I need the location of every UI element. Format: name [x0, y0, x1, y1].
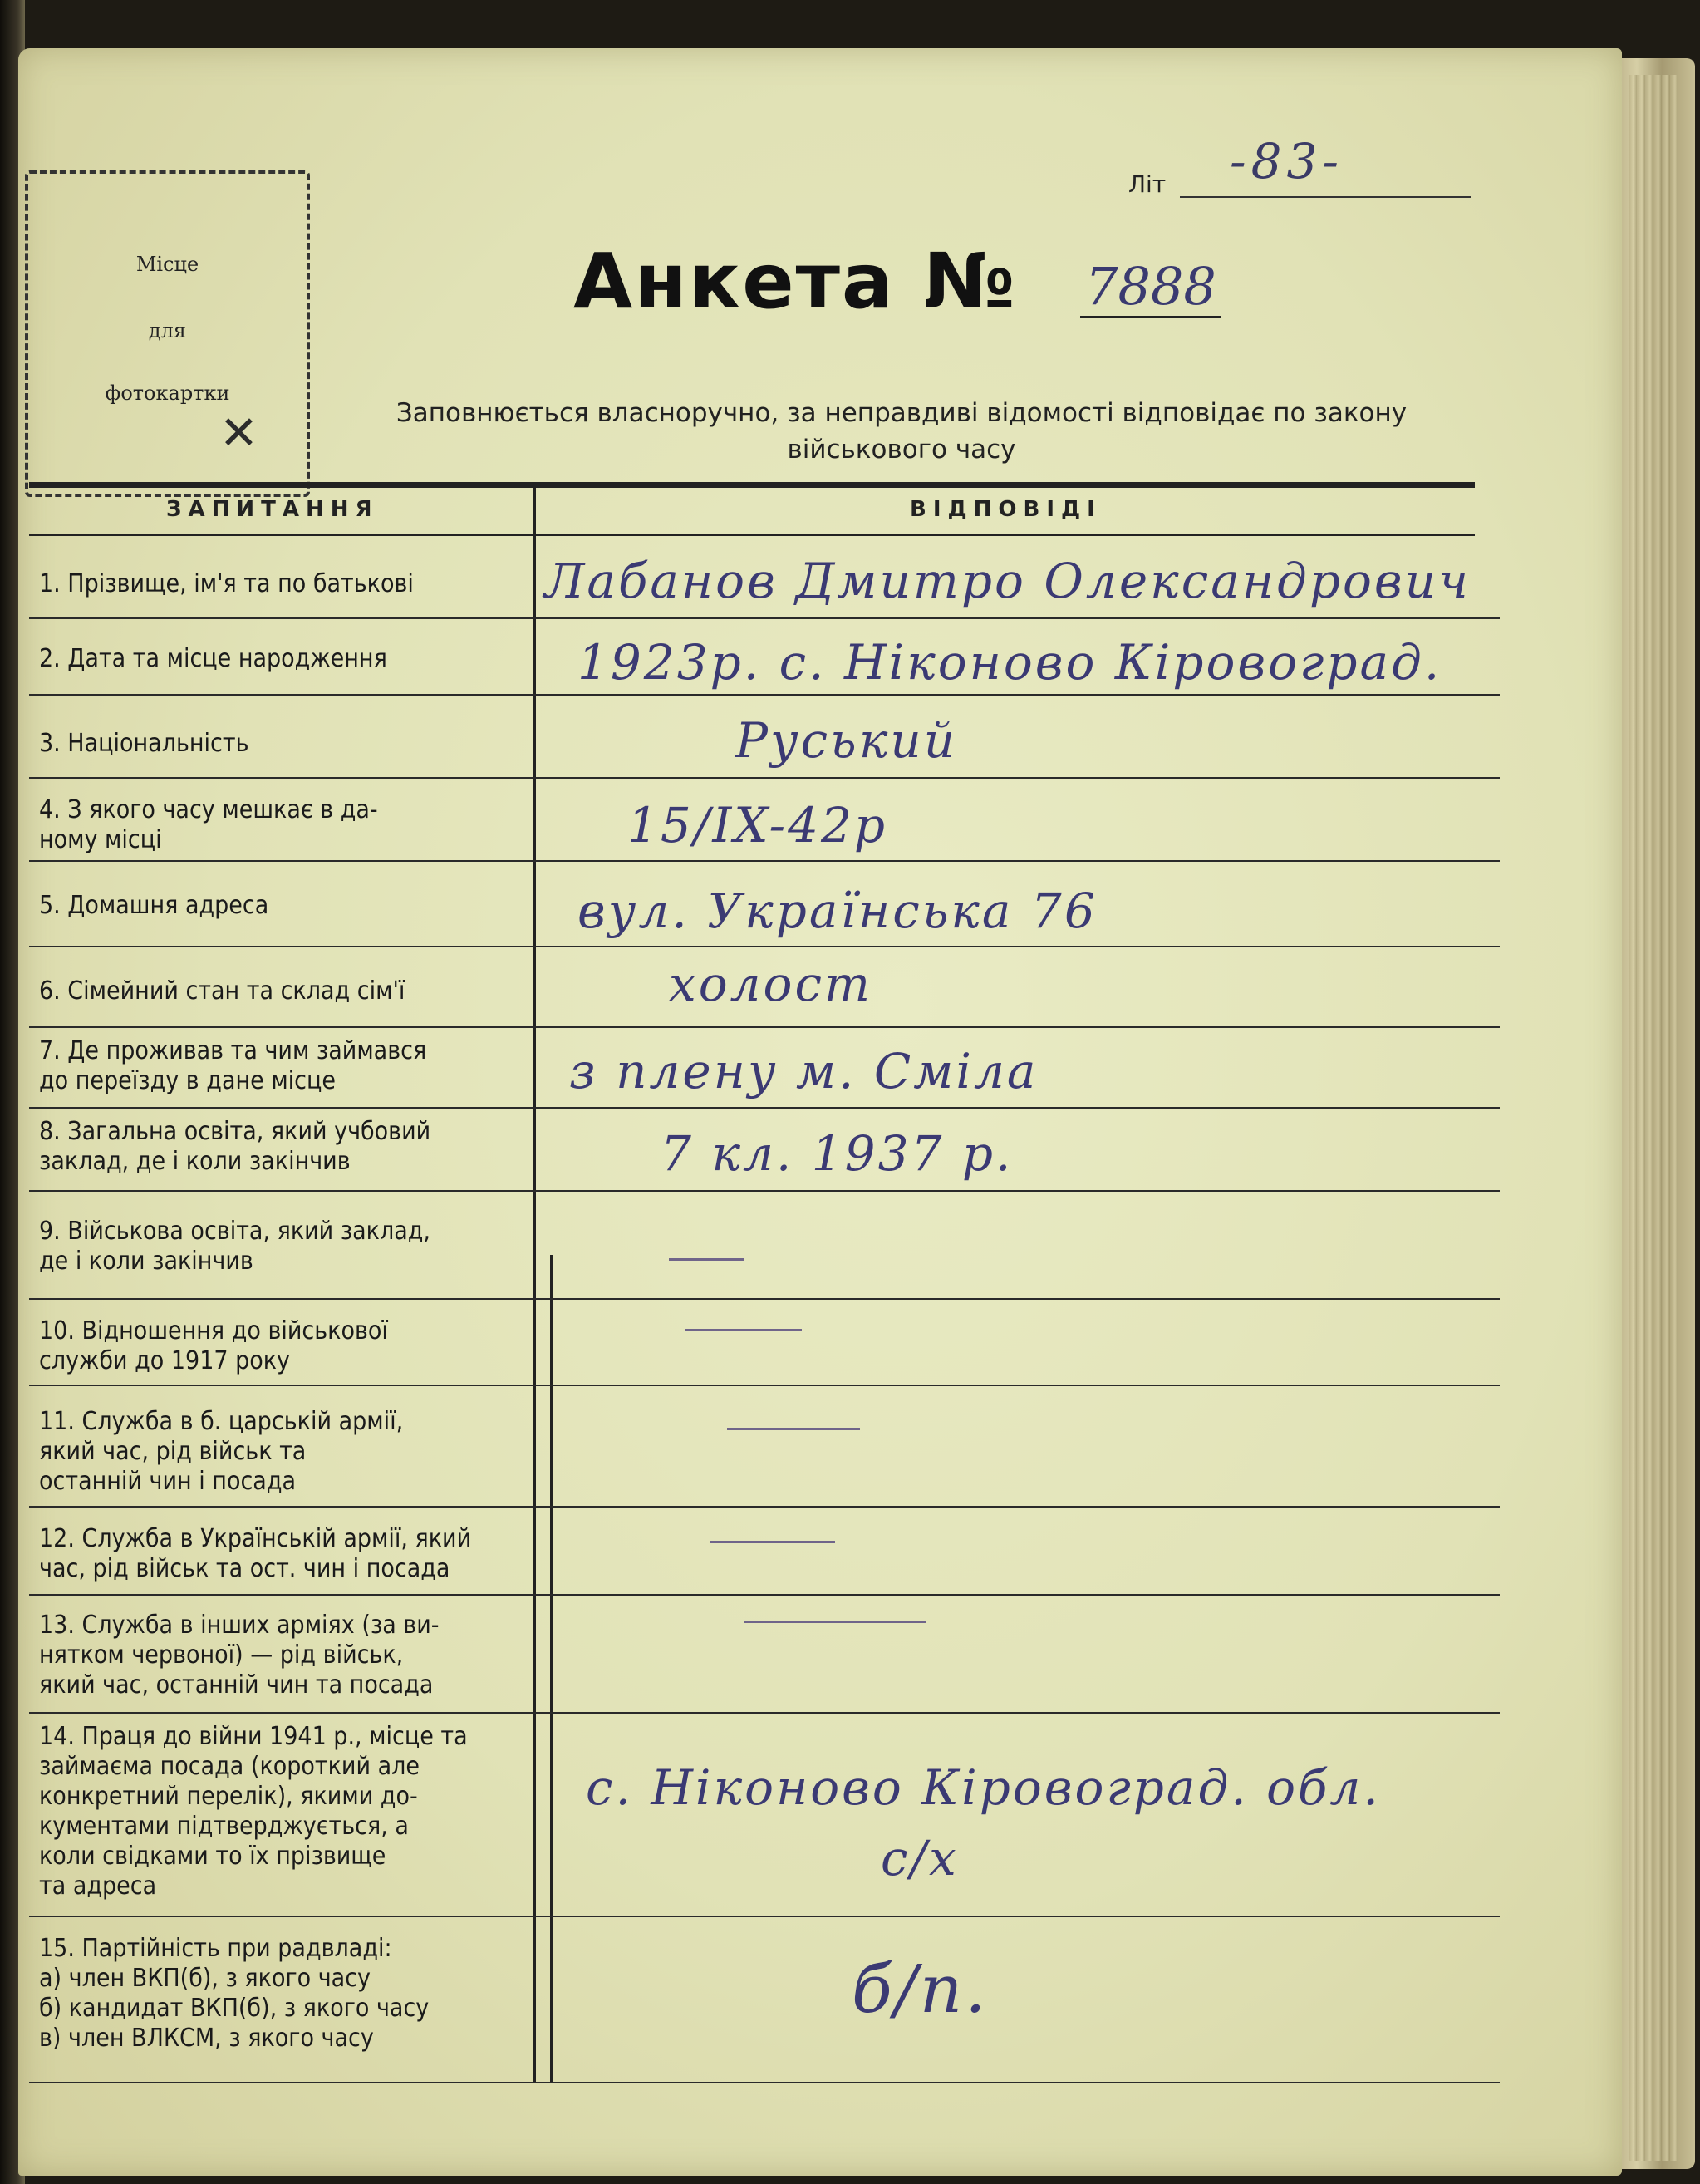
- form-row-1: [29, 536, 1500, 619]
- form-title: Анкета №: [573, 237, 1017, 326]
- question-9: 9. Військова освіта, який заклад, де і коли закінчив: [39, 1217, 430, 1276]
- question-8: 8. Загальна освіта, який учбовий заклад, де і коли закінчив: [39, 1117, 431, 1176]
- blank-dash: [669, 1258, 744, 1261]
- column-header-answers: ВІДПОВІДІ: [910, 497, 1102, 522]
- question-6: 6. Сімейний стан та склад сім'ї: [39, 976, 405, 1006]
- form-row-4: [29, 779, 1500, 862]
- question-4: 4. З якого часу мешкає в да- ному місці: [39, 795, 378, 854]
- answer-7: з плену м. Сміла: [569, 1043, 1039, 1099]
- form-row-7: [29, 1028, 1500, 1109]
- answer-1: Лабанов Дмитро Олександрович: [544, 553, 1472, 609]
- question-12: 12. Служба в Українській армії, який час, рід військ та ост. чин і посада: [39, 1524, 472, 1583]
- photo-placeholder: [25, 170, 310, 497]
- question-3: 3. Національність: [39, 729, 249, 758]
- form-row-10: [29, 1300, 1500, 1386]
- question-14: 14. Праця до війни 1941 р., місце та займаєма посада (короткий але конкретний перелік), якими до- кументами підтверджується, а коли свідками то їх прізвище та адреса: [39, 1722, 468, 1901]
- form-row-3: [29, 696, 1500, 779]
- question-13: 13. Служба в інших арміях (за ви- нятком червоної) — рід військ, який час, останній чин та посада: [39, 1611, 440, 1699]
- answer-4: 15/IX-42р: [627, 797, 888, 853]
- question-11: 11. Служба в б. царській армії, який час, рід військ та останній чин і посада: [39, 1407, 404, 1496]
- question-2: 2. Дата та місце народження: [39, 644, 387, 673]
- form-row-11: [29, 1386, 1500, 1508]
- form-row-6: [29, 947, 1500, 1028]
- page-stack-edge-lines: [1629, 75, 1678, 2161]
- answer-6: холост: [669, 956, 872, 1012]
- handwritten-x-mark: ✕: [219, 406, 258, 460]
- form-row-9: [29, 1192, 1500, 1300]
- blank-dash: [727, 1428, 860, 1430]
- lit-label: Літ: [1128, 170, 1167, 198]
- form-row-15: [29, 1917, 1500, 2083]
- form-row-13: [29, 1596, 1500, 1714]
- header-rule: [29, 482, 1475, 488]
- blank-dash: [685, 1329, 802, 1331]
- question-15: 15. Партійність при радвладі: а) член ВКП(б), з якого часу б) кандидат ВКП(б), з якого часу в) член ВЛКСМ, з якого часу: [39, 1934, 430, 2053]
- answer-5: вул. Українська 76: [577, 883, 1098, 939]
- form-row-5: [29, 862, 1500, 947]
- lit-value: -83-: [1230, 133, 1344, 189]
- answer-14-detail: с/х: [881, 1830, 959, 1886]
- answer-15: б/п.: [852, 1950, 989, 2028]
- photo-label-line3: фотокартки: [105, 381, 230, 405]
- question-10: 10. Відношення до військової служби до 1917 року: [39, 1316, 388, 1375]
- question-5: 5. Домашня адреса: [39, 891, 269, 920]
- answer-2: 1923р. с. Ніконово Кіровоград.: [577, 634, 1442, 691]
- answer-14: с. Ніконово Кіровоград. обл.: [586, 1759, 1381, 1816]
- question-1: 1. Прізвище, ім'я та по батькові: [39, 569, 414, 598]
- form-row-8: [29, 1109, 1500, 1192]
- form-row-2: [29, 619, 1500, 696]
- form-number: 7888: [1080, 258, 1221, 318]
- photo-label-line1: Місце: [135, 253, 199, 276]
- form-row-12: [29, 1508, 1500, 1596]
- form-subtitle: Заповнюється власноручно, за неправдиві відомості відповідає по закону військового часу: [396, 398, 1408, 465]
- row-separator: [29, 2082, 1500, 2083]
- question-7: 7. Де проживав та чим займався до переїзду в дане місце: [39, 1036, 427, 1095]
- column-header-questions: ЗАПИТАННЯ: [166, 497, 379, 522]
- form-row-14: [29, 1714, 1500, 1917]
- blank-dash: [710, 1541, 835, 1543]
- answer-3: Руський: [735, 712, 958, 769]
- lit-underline: [1180, 196, 1471, 198]
- photo-label-line2: для: [148, 319, 187, 342]
- answer-8: 7 кл. 1937 р.: [661, 1125, 1014, 1182]
- blank-dash: [744, 1621, 926, 1623]
